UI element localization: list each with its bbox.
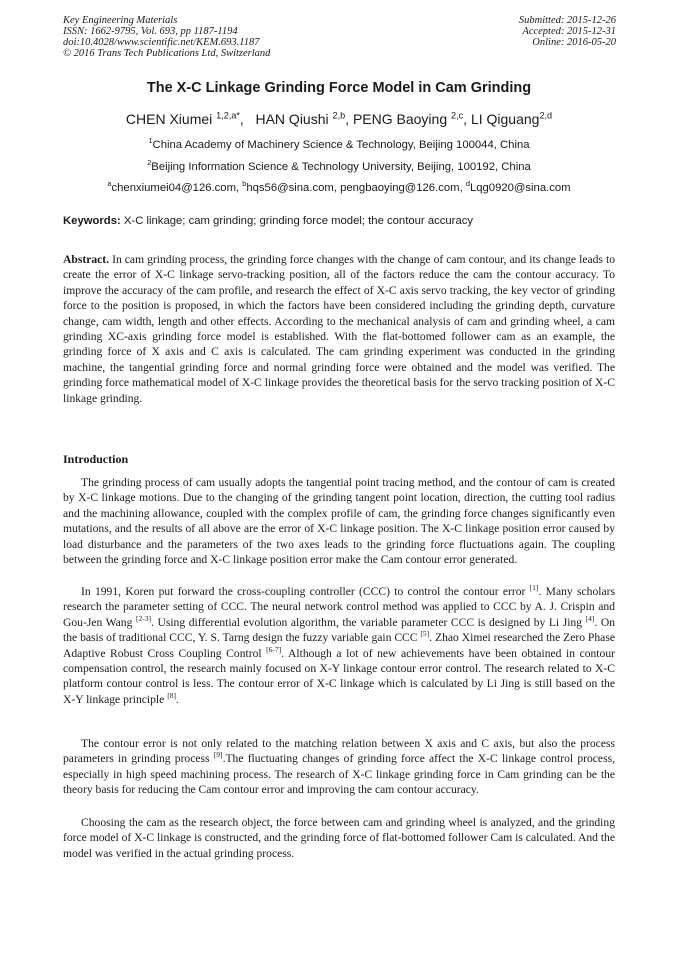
email-sup: b — [242, 179, 247, 189]
journal-name: Key Engineering Materials — [63, 15, 178, 26]
citation: [5] — [420, 629, 430, 639]
abstract-text: In cam grinding process, the grinding force changes with the change of cam contour, and its change leads to create the error of X-C linkage servo-tracking position, all of the factors reduce the cam the contour accuracy. To improve the accuracy of the cam profile, and research the effect of X-C axis servo tracking, the key vector of grinding force to the position is proposed, in which the factors have been considered including the grinding depth, curvature change, cam width, length and other effects. According to the mechanical analysis of cam and grinding wheel, a cam grinding XC-axis grinding force model is established. With the flat-bottomed follower cam as an example, the grinding force of X axis and C axis is calculated. The cam grinding experiment was conducted in the grinding machine, the tangential grinding force and normal grinding force were obtained and the model was verified. The grinding force mathematical model of X-C linkage provides the theoretical basis for the servo tracking position of X-C linkage grinding. — [63, 253, 615, 405]
email-text: Lqg0920@sina.com — [469, 182, 571, 194]
author-name: CHEN Xiumei — [125, 111, 217, 127]
email-sup: d — [465, 179, 470, 189]
author-separator: , — [463, 111, 471, 127]
issn: ISSN: 1662-9795, Vol. 693, pp 1187-1194 — [63, 26, 238, 37]
author-sup: 2,d — [539, 110, 553, 121]
copyright: © 2016 Trans Tech Publications Ltd, Switzerland — [63, 48, 271, 59]
author-sup: 2,b — [332, 110, 346, 121]
keywords — [63, 215, 615, 227]
author-name: PENG Baoying — [352, 111, 452, 127]
citation: [6-7] — [266, 644, 282, 654]
affiliation-sup: 1 — [148, 136, 153, 146]
affiliation-text: Beijing Information Science & Technology University, Beijing, 100192, China — [151, 161, 531, 173]
author-emails — [0, 179, 678, 194]
paragraph-text: . On the basis of traditional CCC, Y. S. Tarng design the fuzzy variable gain CCC — [63, 615, 615, 645]
online-date: Online: 2016-05-20 — [532, 37, 616, 48]
abstract — [63, 252, 615, 406]
paragraph-text: .The fluctuating changes of grinding force affect the X-C linkage control process, especially in high speed machining process. The research of X-C linkage grinding force in Cam grinding can be the theory basis for reducing the Cam contour error and improving the cam contour accuracy. — [63, 752, 616, 797]
paragraph-text: . — [176, 692, 179, 706]
citation: [9] — [213, 750, 223, 760]
paragraph-text: The contour error is not only related to the matching relation between X axis and C axis, but also the process parameters in grinding process — [63, 737, 615, 766]
paper-title: The X-C Linkage Grinding Force Model in Cam Grinding — [146, 80, 532, 96]
affiliation-1 — [0, 136, 678, 151]
author-sup: 2,c — [451, 110, 464, 121]
citation: [8] — [167, 690, 176, 700]
citation: [1] — [529, 583, 539, 593]
email-text: hqs56@sina.com, pengbaoying@126.com, — [246, 182, 466, 194]
author-sup: 1,2,a* — [216, 110, 240, 121]
paragraph-text: . Although a lot of new achievements have been obtained in contour compensation control, the research mainly focused on X-Y linkage contour error control. The research related to X-C platform contour control is less. The contour error of X-C linkage which is calculated by Li Jing is still based on the X-Y linkage principle — [63, 646, 615, 706]
affiliation-text: China Academy of Machinery Science & Technology, Beijing 100044, China — [152, 139, 530, 151]
paragraph — [63, 584, 615, 707]
affiliation-2 — [0, 158, 678, 173]
accepted-date: Accepted: 2015-12-31 — [522, 26, 616, 37]
citation: [2-3] — [135, 613, 151, 623]
author-separator: , — [345, 111, 353, 127]
paragraph-text: . Zhao Ximei researched the Zero Phase Adaptive Robust Cross Coupling Control — [63, 631, 615, 660]
paragraph-text: In 1991, Koren put forward the cross-coupling controller (CCC) to control the contour error — [81, 585, 530, 598]
author-list — [0, 111, 678, 127]
keywords-label: Keywords: — [63, 215, 121, 227]
doi: doi:10.4028/www.scientific.net/KEM.693.1187 — [63, 37, 260, 48]
paragraph-text: . Many scholars research the parameter setting of CCC. The neural network control method was applied to CCC by A. J. Crispin and Gou-Jen Wang — [63, 585, 615, 629]
section-heading: Introduction — [63, 452, 129, 466]
affiliation-sup: 2 — [147, 158, 152, 168]
dates-info — [519, 15, 616, 48]
author-name: LI Qiguang — [470, 111, 540, 127]
abstract-label: Abstract. — [63, 253, 110, 266]
paragraph: Choosing the cam as the research object, the force between cam and grinding wheel is analyzed, and the grinding force model of X-C linkage is constructed, and the grinding force of flat-bottomed follower Cam is calculated. And the model was verified in the actual grinding process. — [63, 816, 615, 860]
author-name: HAN Qiushi — [255, 111, 333, 127]
author-separator: , — [239, 111, 252, 127]
email-sup: a — [107, 179, 112, 189]
email-text: chenxiumei04@126.com, — [111, 182, 243, 194]
paragraph-text: . Using differential evolution algorithm, the variable parameter CCC is designed by Li Jing — [151, 615, 586, 629]
paragraph — [63, 736, 615, 798]
journal-info — [63, 15, 270, 59]
paragraph: The grinding process of cam usually adopts the tangential point tracing method, and the contour of cam is created by X-C linkage motions. Due to the changing of the grinding tangent point location, direction, the cutting tool radius and the machining allowance, coupled with the complex profile of cam, the grinding force changes significantly even mutations, and the results of all above are the error of X-C linkage position. The X-C linkage position error caused by load disturbance and the parameters of the two axes leads to the grinding force fluctuations again. The coupling between the grinding force and X-C linkage position error make the Cam contour error generated. — [63, 476, 615, 567]
keywords-text: X-C linkage; cam grinding; grinding force model; the contour accuracy — [120, 215, 474, 227]
submitted-date: Submitted: 2015-12-26 — [518, 15, 616, 26]
citation: [4] — [585, 613, 595, 623]
